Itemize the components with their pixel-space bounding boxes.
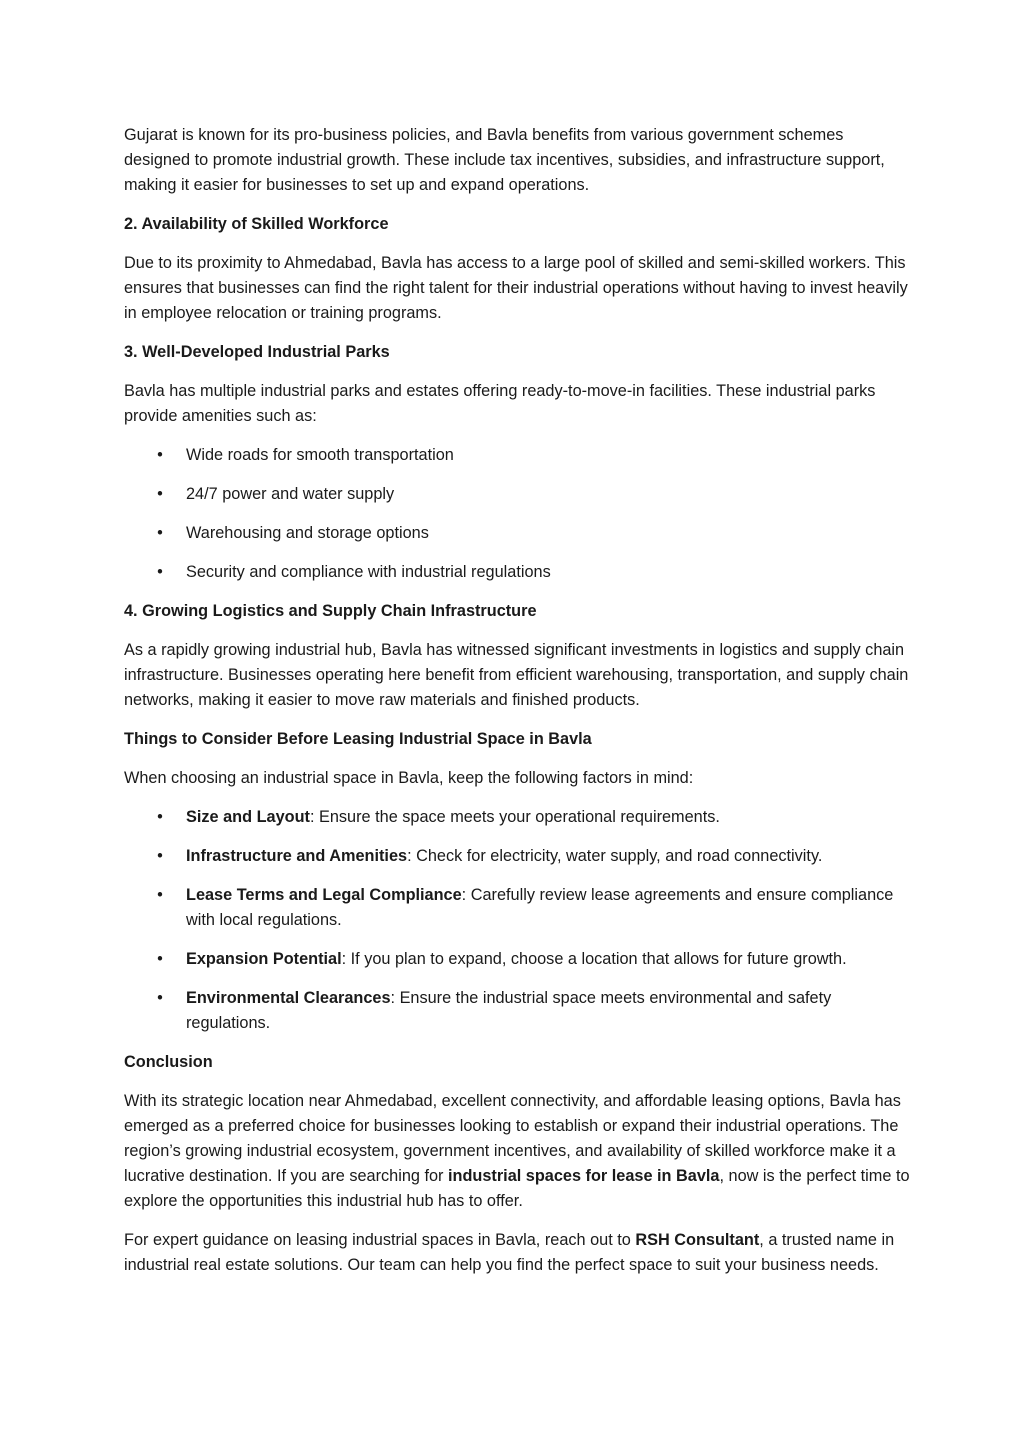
bullet-icon: • <box>157 524 163 542</box>
section-2-body: Due to its proximity to Ahmedabad, Bavla has access to a large pool of skilled and semi-skilled workers. This ensures that businesses can find the right talent for their industrial operations without having to invest heavily in employee relocation or training programs. <box>124 254 908 322</box>
conclusion-keyword: industrial spaces for lease in Bavla <box>448 1167 720 1185</box>
contact-paragraph <box>124 1228 910 1278</box>
list-item <box>124 521 910 546</box>
list-item <box>124 883 910 933</box>
list-item-term: Environmental Clearances <box>186 989 391 1007</box>
list-item-text: Wide roads for smooth transportation <box>186 446 454 464</box>
list-item <box>124 947 910 972</box>
list-item <box>124 805 910 830</box>
section-4-heading: 4. Growing Logistics and Supply Chain Infrastructure <box>124 602 537 620</box>
list-item-text: : If you plan to expand, choose a location that allows for future growth. <box>341 950 847 968</box>
list-item <box>124 844 910 869</box>
list-item-text: : Check for electricity, water supply, and road connectivity. <box>407 847 823 865</box>
document-page <box>124 123 910 1292</box>
section-2-heading: 2. Availability of Skilled Workforce <box>124 215 389 233</box>
considerations-body: When choosing an industrial space in Bavla, keep the following factors in mind: <box>124 769 694 787</box>
bullet-icon: • <box>157 847 163 865</box>
contact-text-start: For expert guidance on leasing industrial spaces in Bavla, reach out to <box>124 1231 636 1249</box>
list-item-term: Lease Terms and Legal Compliance <box>186 886 462 904</box>
company-name: RSH Consultant <box>635 1231 760 1249</box>
bullet-icon: • <box>157 950 163 968</box>
bullet-icon: • <box>157 563 163 581</box>
list-item <box>124 986 910 1036</box>
list-item-text: : Ensure the space meets your operational requirements. <box>309 808 720 826</box>
amenities-list <box>124 443 910 585</box>
list-item-text: Security and compliance with industrial regulations <box>186 563 551 581</box>
list-item-text: Warehousing and storage options <box>186 524 429 542</box>
list-item-term: Size and Layout <box>186 808 310 826</box>
bullet-icon: • <box>157 446 163 464</box>
list-item-term: Infrastructure and Amenities <box>186 847 408 865</box>
bullet-icon: • <box>157 886 163 904</box>
conclusion-text-end: , now is the perfect time to explore the opportunities this industrial hub has to offer. <box>124 1167 910 1210</box>
bullet-icon: • <box>157 485 163 503</box>
list-item <box>124 560 910 585</box>
conclusion-text-start: With its strategic location near Ahmedabad, excellent connectivity, and affordable leasing options, Bavla has emerged as a preferred choice for businesses looking to establish or expand their industrial operations. The region’s growing industrial ecosystem, government incentives, and availability of skilled workforce make it a lucrative destination. If you are searching for <box>124 1092 901 1185</box>
list-item-text: : Ensure the industrial space meets environmental and safety regulations. <box>186 989 832 1032</box>
conclusion-heading: Conclusion <box>124 1053 213 1071</box>
section-3-body: Bavla has multiple industrial parks and estates offering ready-to-move-in facilities. These industrial parks provide amenities such as: <box>124 382 876 425</box>
contact-text-end: , a trusted name in industrial real estate solutions. Our team can help you find the perfect space to suit your business needs. <box>124 1231 895 1274</box>
bullet-icon: • <box>157 989 163 1007</box>
intro-paragraph: Gujarat is known for its pro-business policies, and Bavla benefits from various government schemes designed to promote industrial growth. These include tax incentives, subsidies, and infrastructure support, making it easier for businesses to set up and expand operations. <box>124 126 885 194</box>
considerations-list <box>124 805 910 1036</box>
list-item-term: Expansion Potential <box>186 950 342 968</box>
list-item <box>124 482 910 507</box>
considerations-heading: Things to Consider Before Leasing Industrial Space in Bavla <box>124 730 592 748</box>
list-item-text: 24/7 power and water supply <box>186 485 395 503</box>
list-item-text: : Carefully review lease agreements and ensure compliance with local regulations. <box>186 886 894 929</box>
section-4-body: As a rapidly growing industrial hub, Bavla has witnessed significant investments in logistics and supply chain infrastructure. Businesses operating here benefit from efficient warehousing, transportation, and supply chain networks, making it easier to move raw materials and finished products. <box>124 641 909 709</box>
conclusion-body <box>124 1089 910 1214</box>
list-item <box>124 443 910 468</box>
bullet-icon: • <box>157 808 163 826</box>
section-3-heading: 3. Well-Developed Industrial Parks <box>124 343 390 361</box>
